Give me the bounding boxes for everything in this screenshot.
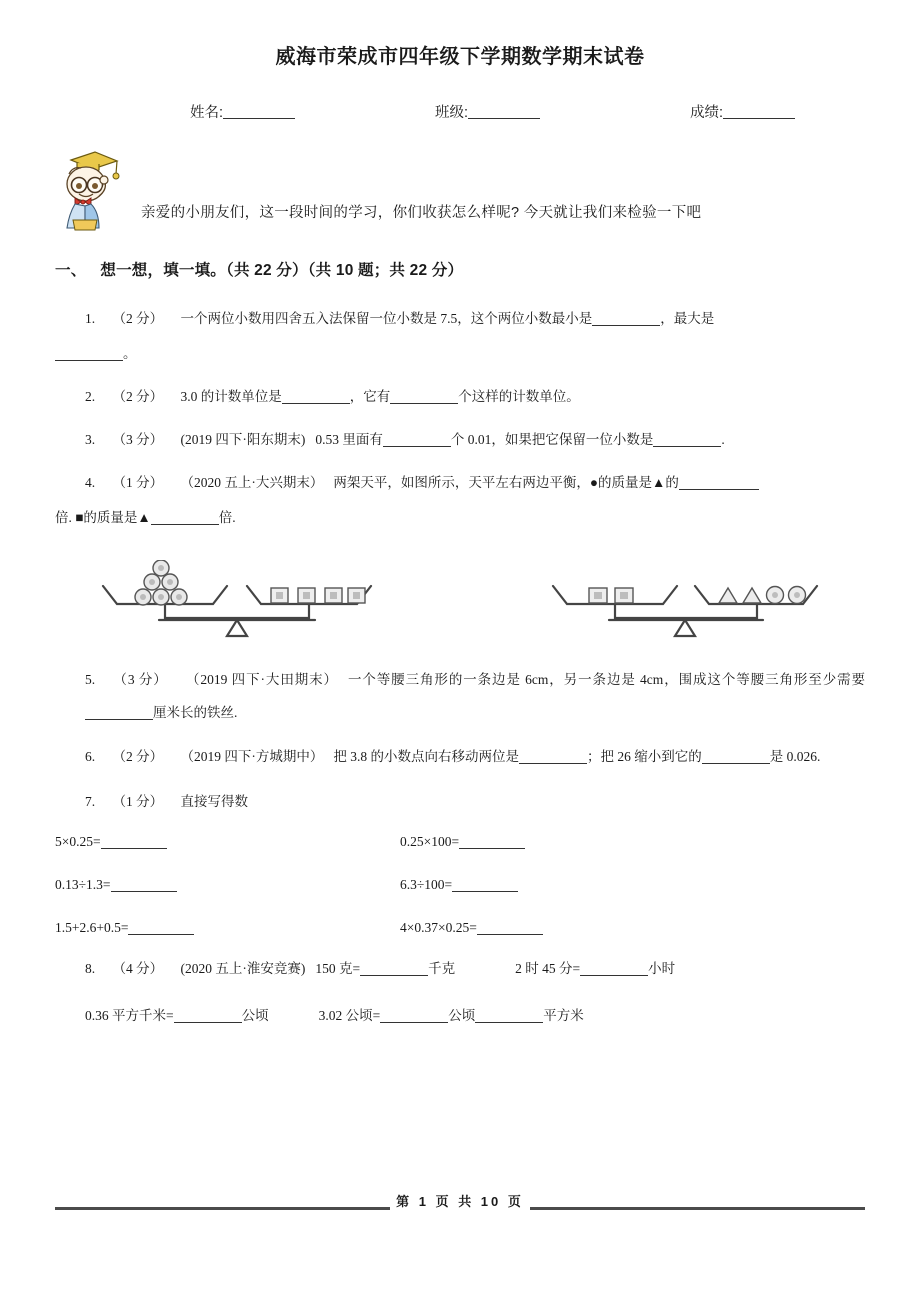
question-8-text-d: 小时 — [648, 960, 676, 976]
calc-item-6 — [400, 920, 865, 936]
class-blank[interactable] — [468, 118, 540, 119]
question-4-text-b: 倍. ■的质量是▲ — [55, 510, 151, 526]
question-3-text-b: 个 0.01，如果把它保留一位小数是 — [450, 432, 654, 448]
score-blank[interactable] — [723, 118, 795, 119]
class-field[interactable] — [435, 101, 540, 122]
question-1-text-a: 一个两位小数用四舍五入法保留一位小数是 7.5，这个两位小数最小是 — [180, 311, 593, 326]
question-1-text-b: ，最大是 — [660, 311, 715, 326]
question-8-text-c: 2 时 45 分= — [515, 960, 581, 976]
question-6-blank-2[interactable] — [702, 763, 770, 764]
question-6-text-c: 是 0.026. — [769, 748, 821, 764]
calc-expr-1: 5×0.25= — [55, 833, 101, 849]
calc-expr-2: 0.25×100= — [400, 833, 460, 849]
question-8-blank-1[interactable] — [360, 975, 428, 976]
question-2-text-a: 3.0 的计数单位是 — [180, 389, 282, 405]
question-2-number: 2. — [85, 389, 96, 405]
question-5-points: （3 分） — [113, 672, 168, 688]
calc-blank-1[interactable] — [101, 848, 167, 849]
greeting-row — [55, 144, 865, 232]
conversion-1-text-a: 0.36 平方千米= — [85, 1007, 174, 1023]
question-7-number: 7. — [85, 793, 96, 809]
question-3-blank-1[interactable] — [383, 446, 451, 447]
section-title: 想一想，填一填。（共 22 分）（共 10 题；共 22 分） — [100, 262, 464, 279]
calc-expr-5: 1.5+2.6+0.5= — [55, 919, 129, 935]
spacer-2 — [540, 101, 690, 122]
greeting-text: 亲爱的小朋友们，这一段时间的学习，你们收获怎么样呢? 今天就让我们来检验一下吧 — [141, 205, 702, 221]
score-label: 成绩: — [690, 105, 724, 121]
question-3 — [55, 423, 865, 456]
question-3-text-c: . — [721, 432, 725, 448]
student-boy-graduation-cap-icon — [55, 144, 123, 232]
balance-scale-left — [95, 560, 385, 645]
question-3-blank-2[interactable] — [653, 446, 721, 447]
question-4-number: 4. — [85, 475, 96, 491]
question-8-points: （4 分） — [112, 960, 164, 976]
question-4-points: （1 分） — [112, 475, 164, 491]
question-4-text-a: 两架天平，如图所示，天平左右两边平衡，●的质量是▲的 — [333, 475, 679, 491]
question-2-text-b: ，它有 — [349, 389, 391, 405]
conversion-2-text-a: 3.02 公顷= — [318, 1007, 381, 1023]
calc-expr-6: 4×0.37×0.25= — [400, 919, 477, 935]
conversion-2-text-c: 平方米 — [543, 1007, 584, 1023]
question-8 — [55, 952, 865, 985]
student-info-row — [55, 69, 865, 122]
question-5-number: 5. — [85, 672, 96, 688]
question-1-line2 — [55, 337, 865, 370]
calc-item-5 — [55, 920, 400, 936]
conversion-1-text-b: 公顷 — [241, 1007, 269, 1023]
page-footer — [55, 1185, 865, 1210]
conversion-2-blank-1[interactable] — [380, 1022, 448, 1023]
name-field[interactable] — [55, 101, 295, 122]
spacer-1 — [295, 101, 435, 122]
question-5 — [55, 663, 865, 729]
question-6-points: （2 分） — [112, 748, 164, 764]
question-6-text-a: 把 3.8 的小数点向右移动两位是 — [333, 748, 519, 764]
question-8-source: (2020 五上·淮安竞赛) — [180, 960, 306, 976]
question-1 — [55, 302, 865, 335]
question-2-points: （2 分） — [112, 389, 164, 405]
name-label: 姓名: — [190, 105, 224, 121]
calc-item-3 — [55, 877, 400, 893]
question-4-blank-1[interactable] — [679, 489, 759, 490]
question-3-points: （3 分） — [112, 432, 164, 448]
question-5-source: （2019 四下·大田期末） — [185, 672, 338, 688]
conversion-2-blank-2[interactable] — [475, 1022, 543, 1023]
question-2 — [55, 380, 865, 413]
question-4-line2 — [55, 501, 865, 534]
calc-expr-4: 6.3÷100= — [400, 876, 453, 892]
balance-scale-right — [545, 560, 825, 645]
question-2-text-c: 个这样的计数单位。 — [458, 389, 580, 405]
question-1-blank-2[interactable] — [55, 360, 123, 361]
question-5-blank-1[interactable] — [85, 719, 153, 720]
question-6-blank-1[interactable] — [519, 763, 587, 764]
calc-item-4 — [400, 877, 865, 893]
question-4-text-c: 倍. — [218, 510, 236, 526]
question-8-blank-2[interactable] — [580, 975, 648, 976]
question-4-blank-2[interactable] — [151, 524, 219, 525]
question-6-text-b: ；把 26 缩小到它的 — [587, 748, 702, 764]
question-4-source: （2020 五上·大兴期末） — [180, 475, 324, 491]
question-2-blank-1[interactable] — [282, 403, 350, 404]
question-5-text-a: 一个等腰三角形的一条边是 6cm，另一条边是 4cm，围成这个等腰三角形至少需要 — [347, 672, 866, 688]
calc-item-1 — [55, 834, 400, 850]
page-number-text: 第 1 页 共 10 页 — [390, 1191, 530, 1210]
question-1-period: 。 — [123, 346, 137, 362]
calc-blank-5[interactable] — [128, 934, 194, 935]
calc-blank-2[interactable] — [459, 848, 525, 849]
class-label: 班级: — [435, 105, 469, 121]
question-7 — [55, 785, 865, 818]
section-number: 一、 — [55, 262, 87, 279]
page-title: 威海市荣成市四年级下学期数学期末试卷 — [275, 46, 645, 68]
question-8-text-b: 千克 — [428, 960, 456, 976]
question-6-source: （2019 四下·方城期中） — [180, 748, 324, 764]
question-5-text-b: 厘米长的铁丝. — [153, 705, 238, 721]
calc-blank-6[interactable] — [477, 934, 543, 935]
conversion-1-blank[interactable] — [174, 1022, 242, 1023]
question-3-number: 3. — [85, 432, 96, 448]
calc-blank-4[interactable] — [452, 891, 518, 892]
question-7-text: 直接写得数 — [180, 793, 248, 809]
question-3-text-a: 0.53 里面有 — [315, 432, 383, 448]
question-4 — [55, 466, 865, 499]
question-1-number: 1. — [85, 311, 96, 326]
question-3-source: (2019 四下·阳东期末) — [180, 432, 306, 448]
question-8-text-a: 150 克= — [315, 960, 361, 976]
question-1-points: （2 分） — [112, 311, 164, 326]
conversion-2-text-b: 公顷 — [448, 1007, 476, 1023]
question-7-points: （1 分） — [112, 793, 164, 809]
score-field[interactable] — [690, 101, 795, 122]
section-heading — [55, 258, 865, 280]
question-6-number: 6. — [85, 748, 96, 764]
calc-blank-3[interactable] — [111, 891, 177, 892]
question-2-blank-2[interactable] — [390, 403, 458, 404]
question-8-number: 8. — [85, 960, 96, 976]
question-6 — [55, 740, 865, 773]
question-1-blank-1[interactable] — [592, 325, 660, 326]
calc-expr-3: 0.13÷1.3= — [55, 876, 111, 892]
balance-diagram-group — [55, 560, 865, 645]
calc-item-2 — [400, 834, 865, 850]
name-blank[interactable] — [223, 118, 295, 119]
calculation-grid — [55, 834, 865, 936]
conversion-row — [55, 999, 865, 1032]
